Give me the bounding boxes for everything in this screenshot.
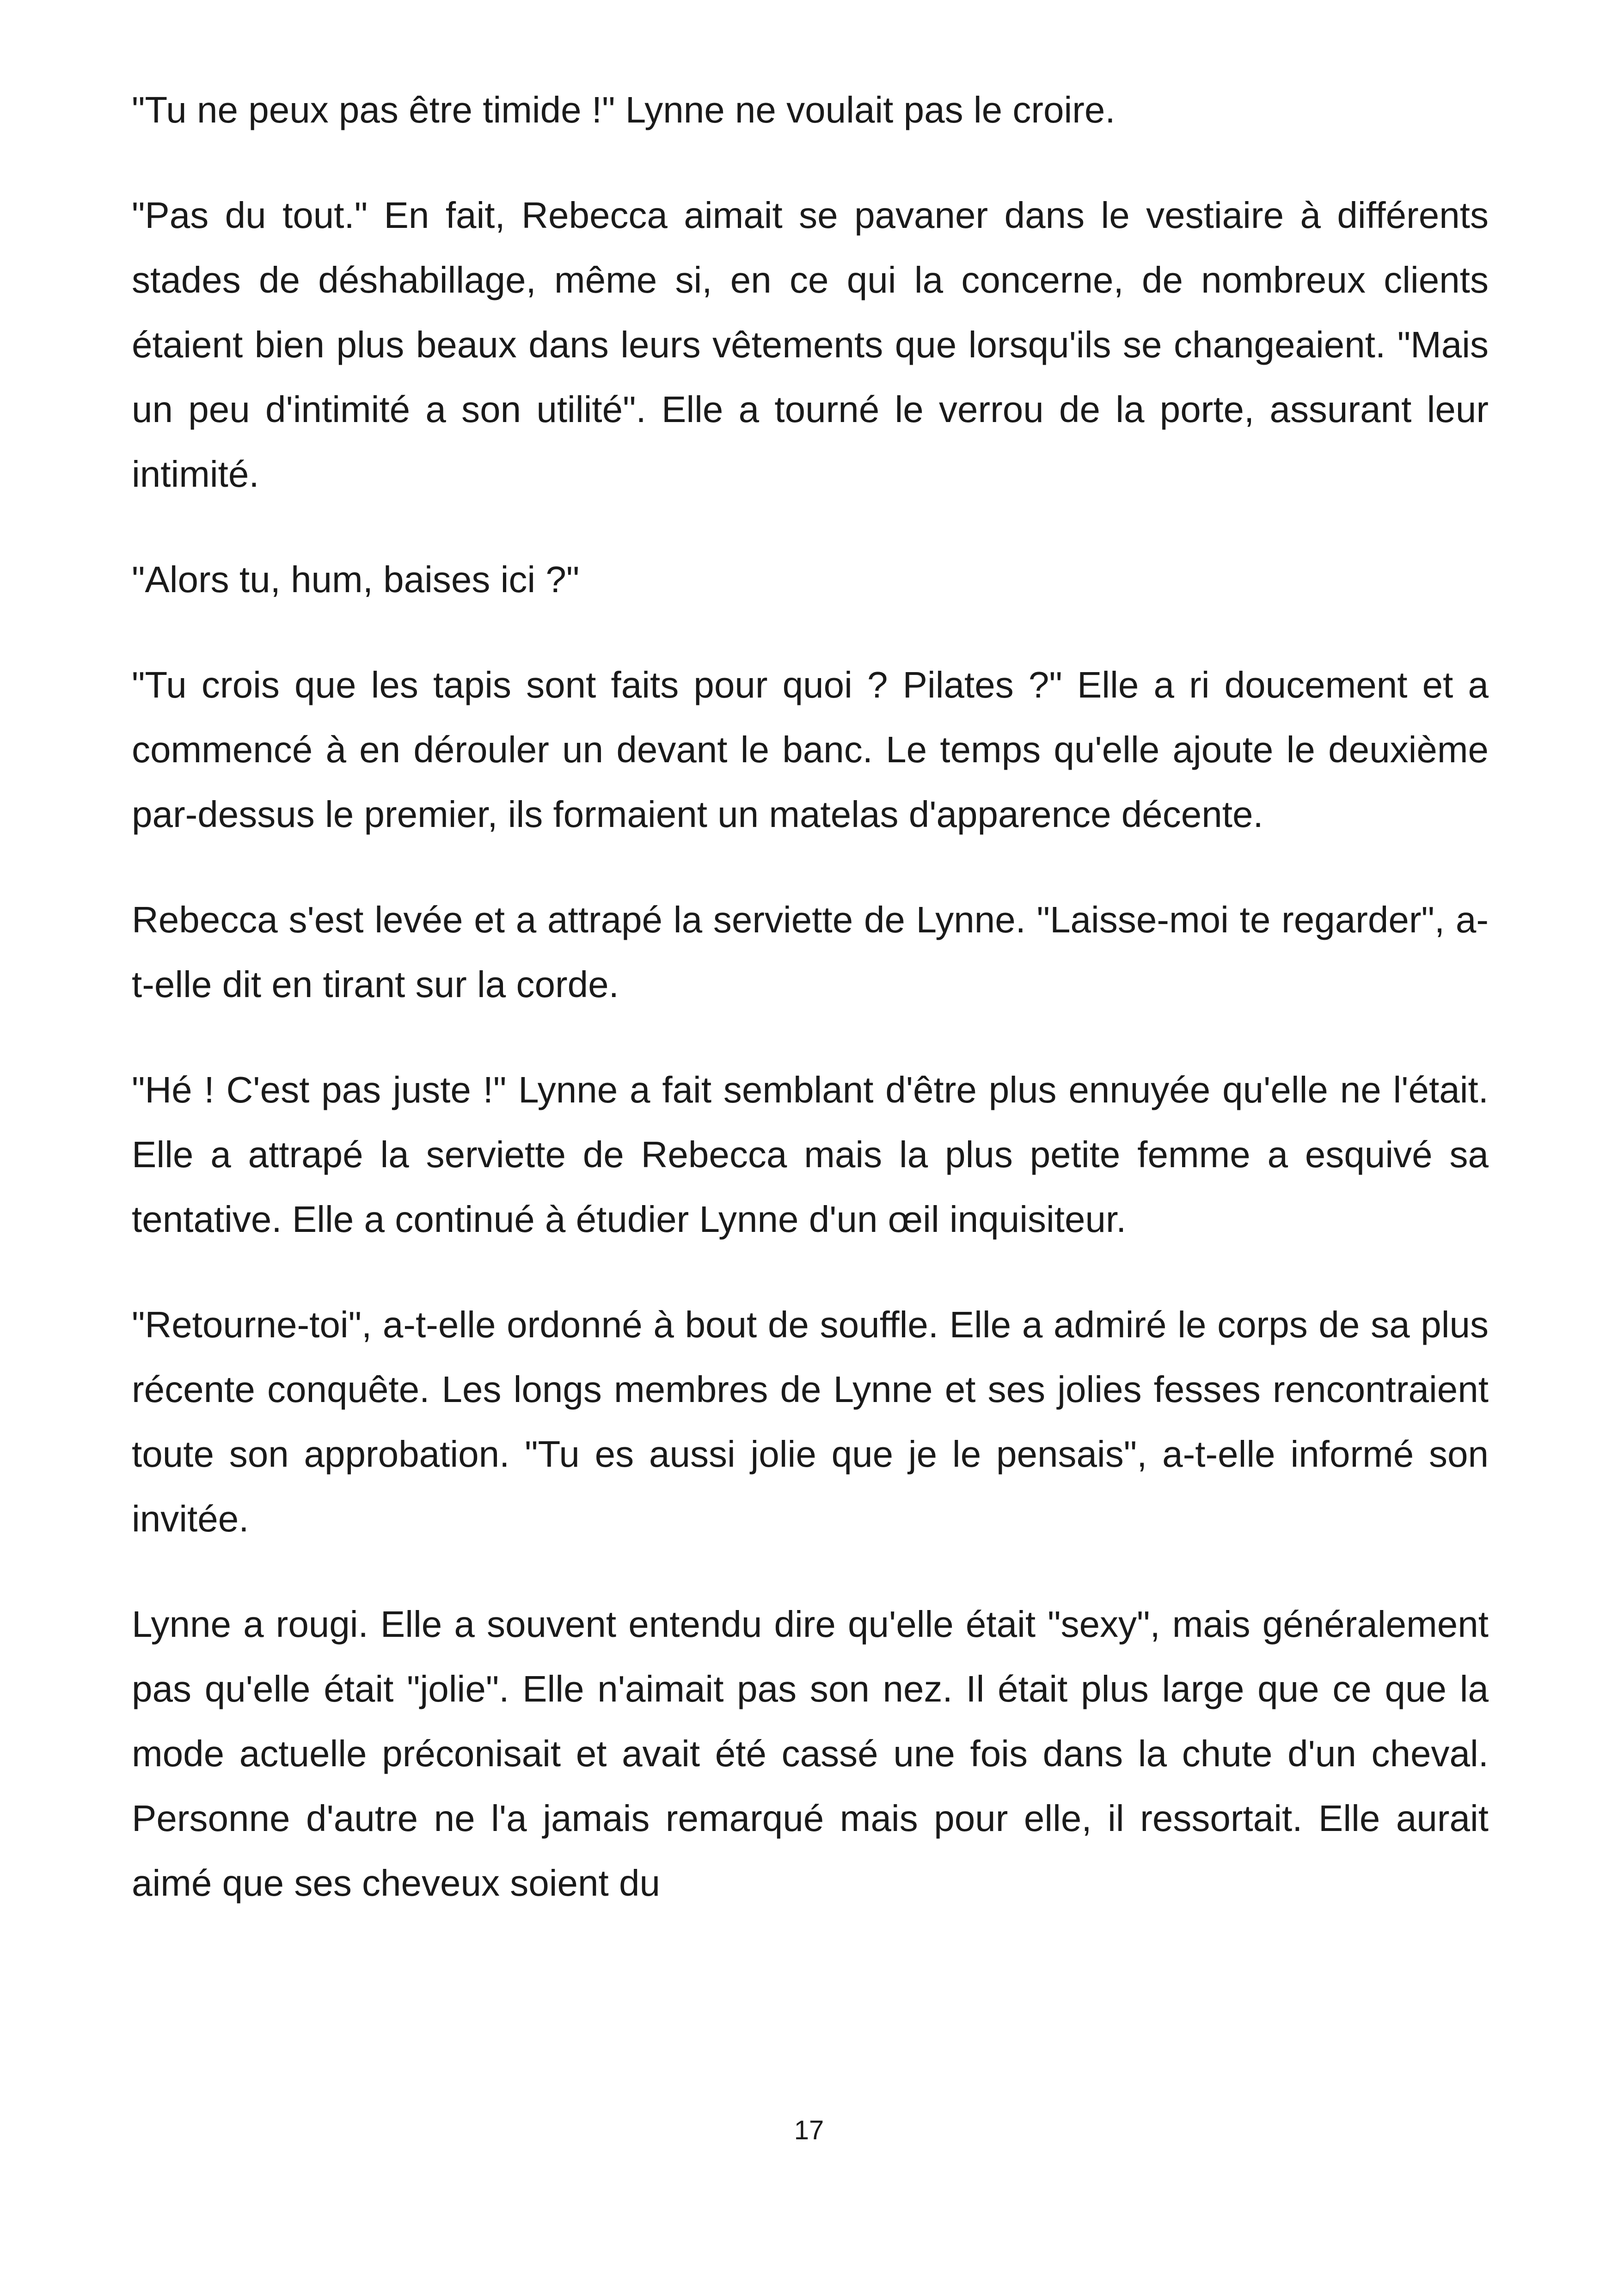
paragraph-5: Rebecca s'est levée et a attrapé la serviette de Lynne. "Laisse-moi te regarder", a-t-elle dit en tirant sur la corde. (132, 899, 1489, 1005)
paragraph-7: "Retourne-toi", a-t-elle ordonné à bout de souffle. Elle a admiré le corps de sa plus récente conquête. Les longs membres de Lynne et ses jolies fesses rencontraient toute son approbation. "Tu es aussi jolie que je le pensais", a-t-elle informé son invitée. (132, 1304, 1489, 1539)
paragraph-8: Lynne a rougi. Elle a souvent entendu dire qu'elle était "sexy", mais généralement pas qu'elle était "jolie". Elle n'aimait pas son nez. Il était plus large que ce que la mode actuelle préconisait et avait été cassé une fois dans la chute d'un cheval. Personne d'autre ne l'a jamais remarqué mais pour elle, il ressortait. Elle aurait aimé que ses cheveux soient du (132, 1604, 1489, 1904)
paragraph-2: "Pas du tout." En fait, Rebecca aimait se pavaner dans le vestiaire à différents stades de déshabillage, même si, en ce qui la concerne, de nombreux clients étaient bien plus beaux dans leurs vêtements que lorsqu'ils se changeaient. "Mais un peu d'intimité a son utilité". Elle a tourné le verrou de la porte, assurant leur intimité. (132, 195, 1489, 495)
paragraph-6: "Hé ! C'est pas juste !" Lynne a fait semblant d'être plus ennuyée qu'elle ne l'était. Elle a attrapé la serviette de Rebecca mais la plus petite femme a esquivé sa tentative. Elle a continué à étudier Lynne d'un œil inquisiteur. (132, 1069, 1489, 1240)
body-text (132, 78, 1489, 1956)
page-number: 17 (794, 2115, 824, 2145)
paragraph-4: "Tu crois que les tapis sont faits pour quoi ? Pilates ?" Elle a ri doucement et a commencé à en dérouler un devant le banc. Le temps qu'elle ajoute le deuxième par-dessus le premier, ils formaient un matelas d'apparence décente. (132, 664, 1489, 835)
paragraph-3: "Alors tu, hum, baises ici ?" (132, 559, 580, 600)
paragraph-1: "Tu ne peux pas être timide !" Lynne ne voulait pas le croire. (132, 89, 1115, 130)
